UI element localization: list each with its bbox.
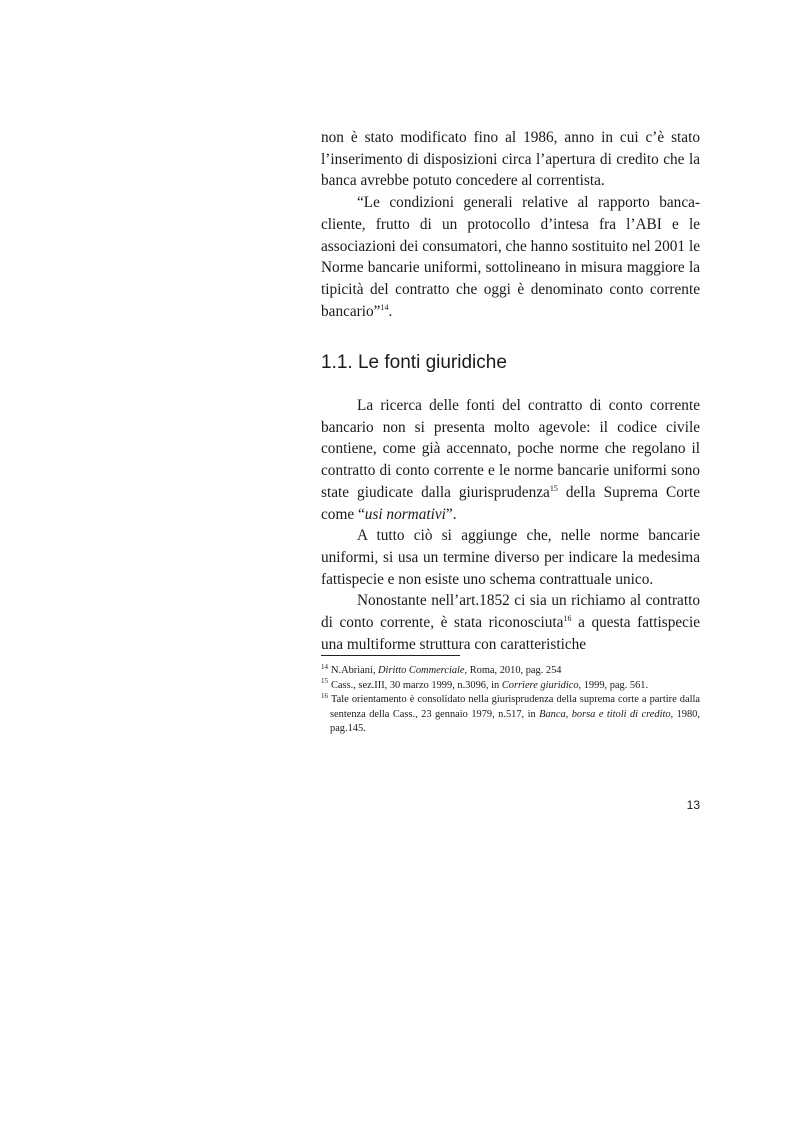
footnote-text-end: , 1999, pag. 561. <box>578 679 649 691</box>
footnote-italic: Diritto Commerciale <box>378 665 465 676</box>
footnote-ref-15[interactable]: 15 <box>549 483 558 493</box>
section-text <box>321 395 700 655</box>
section-paragraph-1-text-b: della Suprema Corte come “ <box>321 483 701 523</box>
footnote-number: 15 <box>321 677 328 686</box>
footnote-14 <box>321 664 700 679</box>
footnote-ref-16[interactable]: 16 <box>563 613 572 623</box>
footnote-text: Tale orientamento è consolidato nella giurisprudenza della suprema corte a partire dalla sentenza della Cass., 23 gennaio 1979, n.517, in <box>330 694 700 720</box>
intro-paragraph-2-text: “Le condizioni generali relative al rapporto banca-cliente, frutto di un protocollo d’intesa fra l’ABI e le associazioni dei consumatori, che hanno sostituito nel 2001 le Norme bancarie uniformi, sottolineano in misura maggiore la tipicità del contratto che oggi è denominato conto corrente bancario” <box>321 194 700 320</box>
footnote-number: 14 <box>321 662 328 671</box>
footnote-italic: Banca, borsa e titoli di credito <box>539 708 671 720</box>
section-paragraph-1-text-a: La ricerca delle fonti del contratto di conto corrente bancario non si presenta molto agevole: il codice civile contiene, come già accennato, poche norme che regolano il contratto di conto corrente e le norme bancarie uniformi sono state giudicate dalla giurisprudenza <box>321 397 700 501</box>
section-paragraph-3 <box>321 590 700 655</box>
footnote-text: N.Abriani, <box>331 665 379 676</box>
footnote-text-end: , Roma, 2010, pag. 254 <box>464 665 562 676</box>
intro-paragraph-1: non è stato modificato fino al 1986, anno in cui c’è stato l’inserimento di disposizioni circa l’apertura di credito che la banca avrebbe potuto concedere al correntista. <box>321 129 700 190</box>
section-paragraph-2: A tutto ciò si aggiunge che, nelle norme bancarie uniformi, si usa un termine diverso per indicare la medesima fattispecie e non esiste uno schema contrattuale unico. <box>321 527 700 588</box>
page-number: 13 <box>686 798 700 812</box>
section-paragraph-3-text-b: a questa fattispecie una multiforme struttura con caratteristiche <box>321 614 701 653</box>
footnote-16 <box>321 693 700 737</box>
footnote-italic: Corriere giuridico <box>501 679 579 691</box>
intro-text <box>321 127 700 322</box>
footnote-separator <box>321 655 460 656</box>
footnote-15 <box>321 679 700 694</box>
section-heading: 1.1. Le fonti giuridiche <box>321 352 507 373</box>
footnotes <box>321 664 700 737</box>
section-paragraph-1 <box>321 395 700 525</box>
footnote-number: 16 <box>321 691 328 700</box>
footnote-text-end: , 1980, pag.145. <box>330 708 700 734</box>
footnote-ref-14[interactable]: 14 <box>380 302 389 312</box>
section-paragraph-1-italic: usi normativi <box>364 505 446 523</box>
footnote-text: Cass., sez.III, 30 marzo 1999, n.3096, in <box>331 679 502 691</box>
intro-paragraph-2 <box>321 192 700 322</box>
section-paragraph-3-text-a: Nonostante nell’art.1852 ci sia un richiamo al contratto di conto corrente, è stata riconosciuta <box>321 592 700 632</box>
section-paragraph-1-text-c: ”. <box>445 505 457 523</box>
intro-paragraph-2-end: . <box>388 302 393 320</box>
